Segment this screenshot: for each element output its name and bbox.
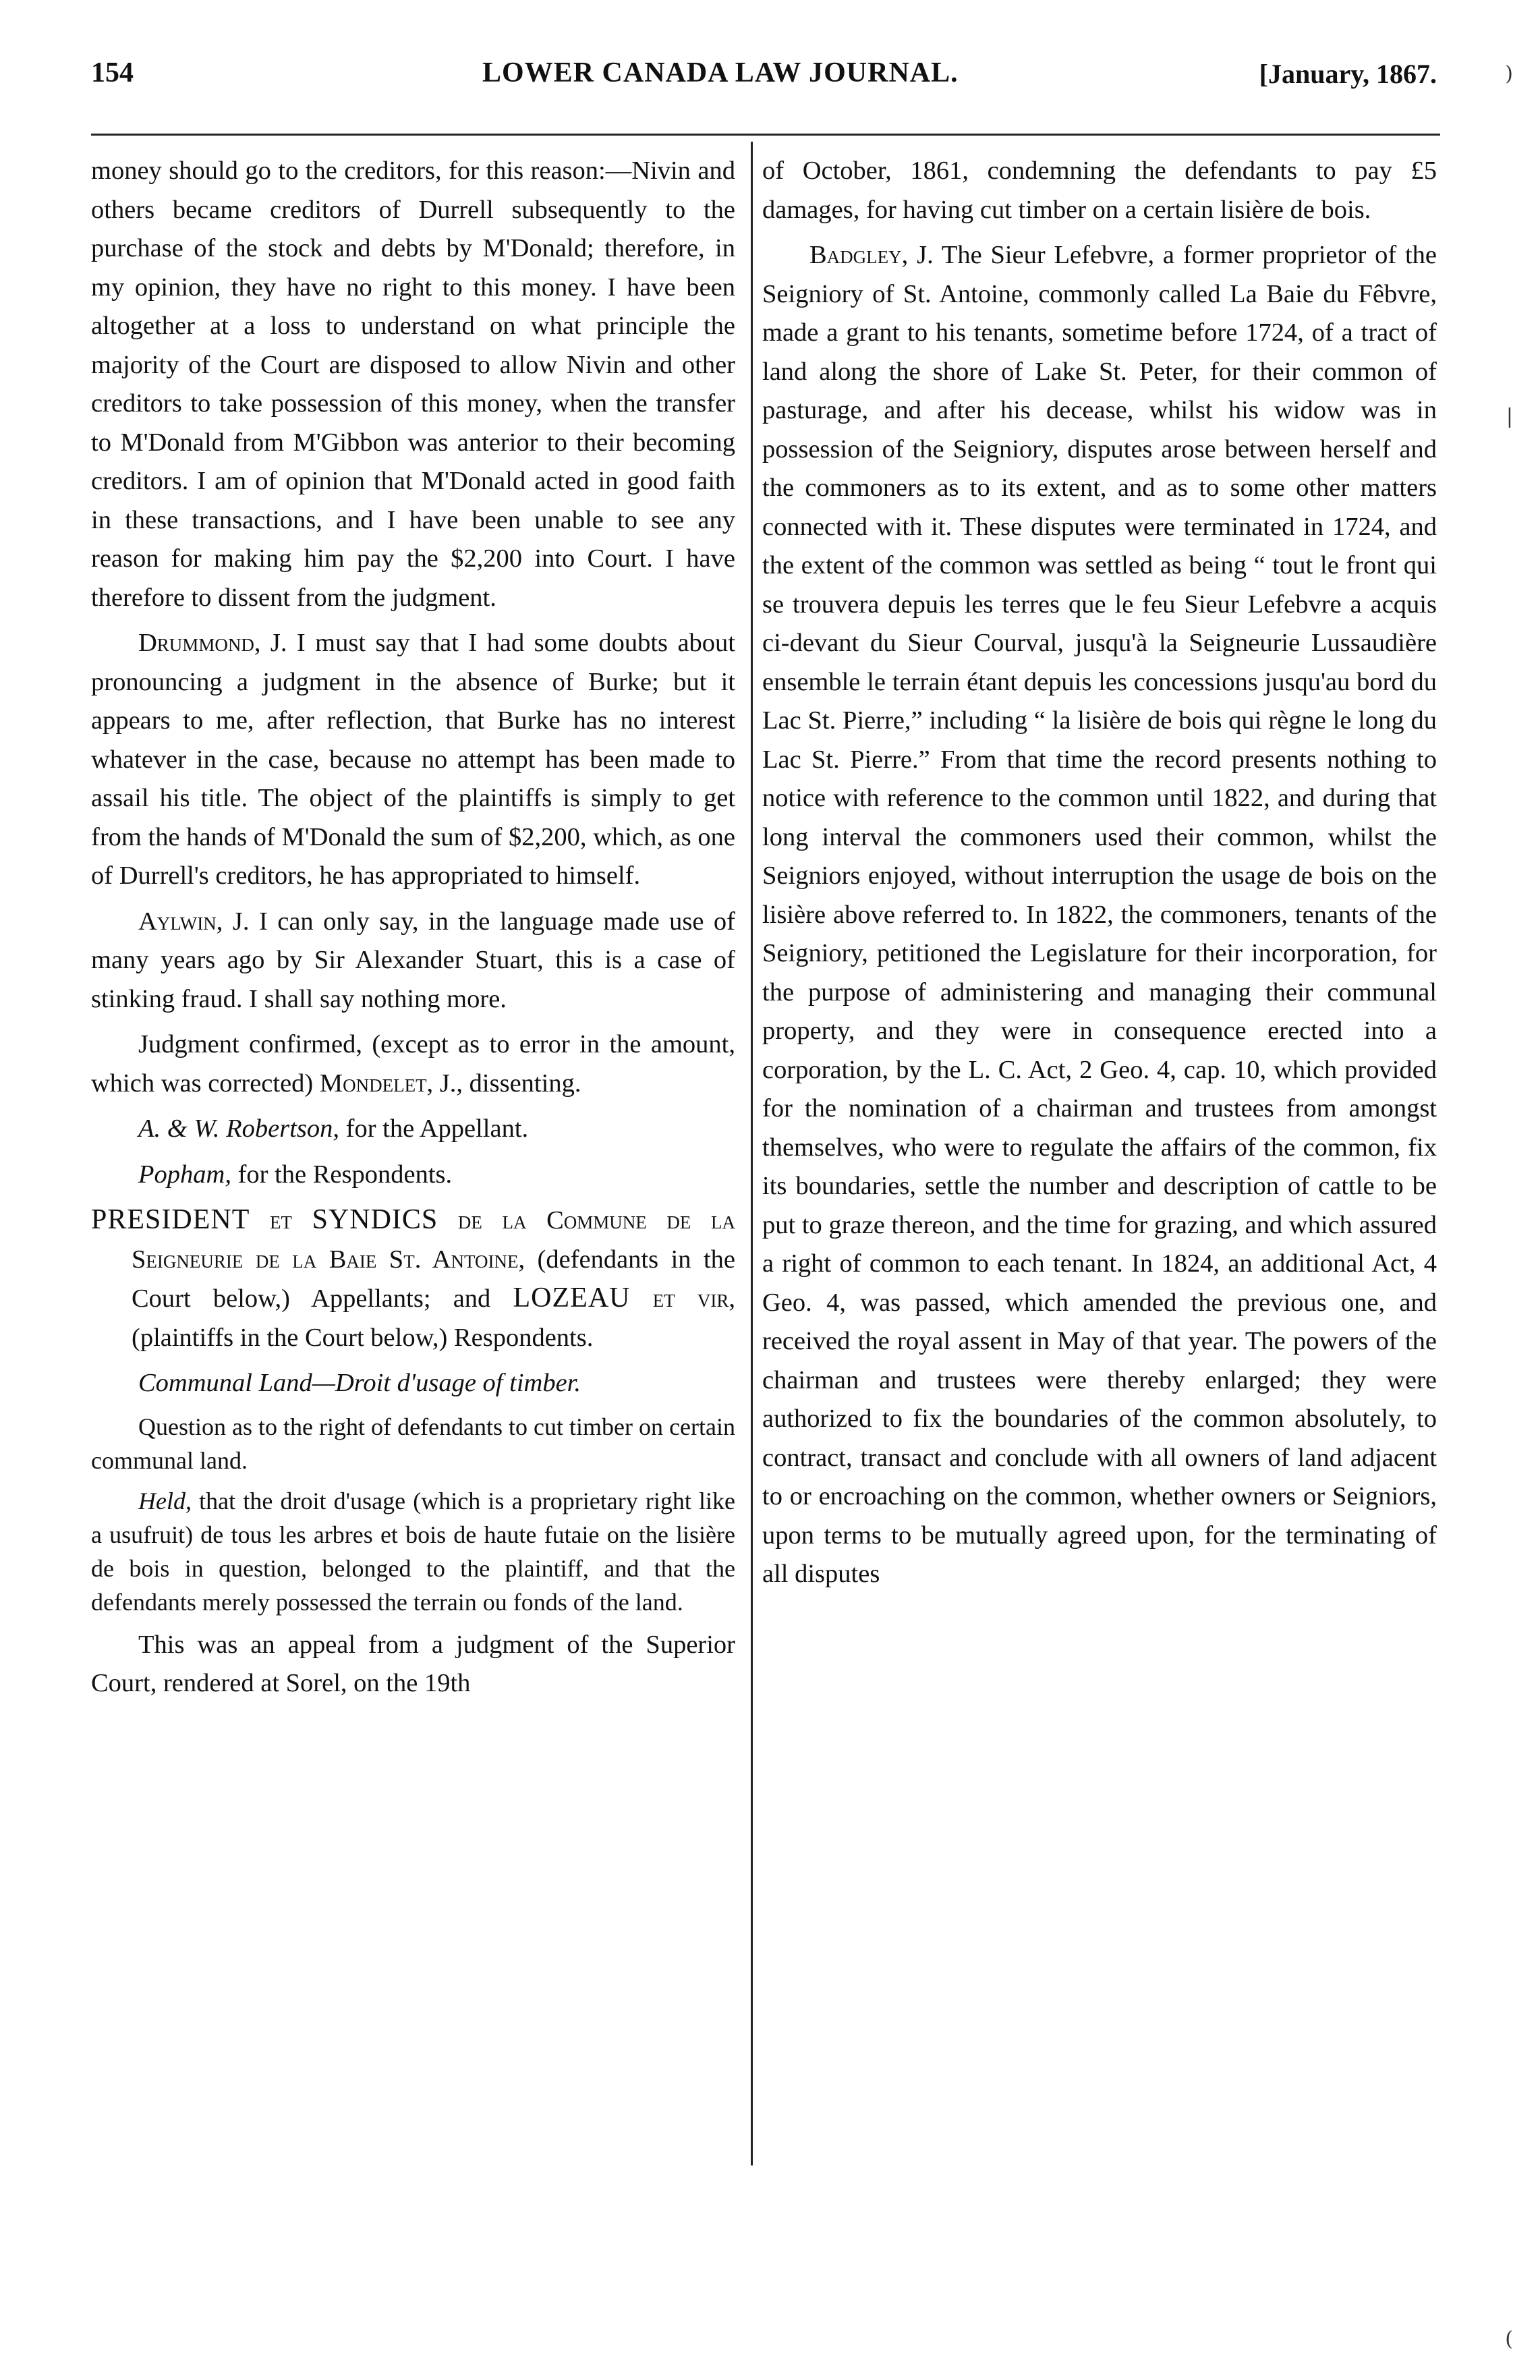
journal-title: LOWER CANADA LAW JOURNAL. [482,57,959,88]
judge-name: Mondelet, [319,1069,434,1098]
case-subject: Communal Land—Droit d'usage of timber. [138,1369,581,1397]
paragraph: This was an appeal from a judgment of the Superior Court, rendered at Sorel, on the 19th [91,1630,735,1697]
margin-mark: ( [1505,2327,1513,2351]
running-header [91,57,1454,104]
header-rule [91,134,1440,136]
paragraph-text: The Sieur Lefebvre, a former proprietor of the Seigniory of St. Antoine, commonly called La Baie du Fêbvre, made a grant to his tenants, sometime before 1724, of a tract of land along the shore of Lake St. Peter, for their common of pasturage, and after his decease, whilst his widow was in possession of the Seigniory, disputes arose between herself and the commoners as to its extent, and as to some other matters connected with it. These disputes were terminated in 1724, and the extent of the common was settled as being “ tout le front qui se trouvera depuis les terres que le feu Sieur Lefebvre a acquis ci-devant du Sieur Courval, jusqu'à la Seigneurie Lussaudière ensemble le terrain étant depuis les concessions jusqu'au bord du Lac St. Pierre,” including “ la lisière de bois qui règne le long du Lac St. Pierre.” From that time the record presents nothing to notice with reference to the common until 1822, and during that long interval the commoners used their common, whilst the Seigniors enjoyed, without interruption the usage de bois on the lisière above referred to. In 1822, the commoners, tenants of the Seigniory, petitioned the Legislature for their incorporation, for the purpose of administering and managing their communal property, and they were in consequence erected into a corporation, by the L. C. Act, 2 Geo. 4, cap. 10, which provided for the nomination of a chairman and trustees from amongst themselves, who were to regulate the affairs of the common, fix its boundaries, settle the number and description of cattle to be put to graze thereon, and the time for grazing, and which assured a right of common to each tenant. In 1824, an additional Act, 4 Geo. 4, was passed, which amended the previous one, and received the royal assent in May of that year. The powers of the chairman and trustees were thereby enlarged; they were authorized to fix the boundaries of the common absolutely, to contract, transact and conclude with all owners of land adjacent to or encroaching on the common, whether owners or Seigniors, upon terms to be mutually agreed upon, for the terminating of all disputes [762,241,1437,1588]
paragraph [91,624,735,896]
case-heading: PRESIDENT et SYNDICS de la Commune de la Seigneurie de la Baie St. Antoine, (defendants in the Court below,) Appellants; and LOZEAU et vir, (plaintiffs in the Court below,) Respondents. [91,1204,735,1352]
paragraph-text: Judgment confirmed, (except as to error in the amount, which was corrected) [91,1030,735,1098]
paragraph-text: J., dissenting. [439,1069,581,1098]
judge-name: Drummond, J. [138,629,287,657]
paragraph [91,1025,735,1103]
issue-date: [January, 1867. [1259,59,1437,89]
headnote-question: Question as to the right of defendants to cut timber on certain communal land. [91,1413,735,1474]
counsel-line [91,1110,735,1149]
paragraph-text: I can only say, in the language made use of many years ago by Sir Alexander Stuart, this is a case of stinking fraud. I shall say nothing more. [91,907,735,1013]
headnote-held: Held, that the droit d'usage (which is a proprietary right like a usufruit) de tous les arbres et bois de haute futaie on the lisière de bois in question, belonged to the plaintiff, and that the defendants merely possessed the terrain ou fonds of the land. [91,1487,736,1616]
column-divider [751,142,753,2165]
paragraph [91,903,735,1019]
counsel-role: for the Appellant. [345,1114,529,1143]
counsel-name: A. & W. Robertson, [138,1114,340,1143]
page-number: 154 [91,57,134,88]
left-column [91,152,735,1710]
counsel-role: for the Respondents. [237,1160,453,1189]
judge-name: Aylwin, J. [138,907,250,936]
paragraph: of October, 1861, condemning the defendants to pay £5 damages, for having cut timber on a certain lisière de bois. [762,157,1437,224]
counsel-line [91,1156,735,1195]
margin-mark: ) [1505,62,1513,86]
paragraph [762,236,1437,1594]
paragraph-text: I must say that I had some doubts about pronouncing a judgment in the absence of Burke; but it appears to me, after reflection, that Burke has no interest whatever in the case, because no attempt has been made to assail his title. The object of the plaintiffs is simply to get from the hands of M'Donald the sum of $2,200, which, as one of Durrell's creditors, he has appropriated to himself. [91,629,735,890]
judge-name: Badgley, J. [809,241,934,269]
margin-mark: | [1506,405,1513,428]
counsel-name: Popham, [138,1160,231,1189]
right-column [762,152,1437,1601]
paragraph: money should go to the creditors, for this reason:—Nivin and others became creditors of Durrell subsequently to the purchase of the stock and debts by M'Donald; therefore, in my opinion, they have no right to this money. I have been altogether at a loss to understand on what principle the majority of the Court are disposed to allow Nivin and other creditors to take possession of this money, when the transfer to M'Donald from M'Gibbon was anterior to their becoming creditors. I am of opinion that M'Donald acted in good faith in these transactions, and I have been unable to see any reason for making him pay the $2,200 into Court. I have therefore to dissent from the judgment. [91,157,735,612]
